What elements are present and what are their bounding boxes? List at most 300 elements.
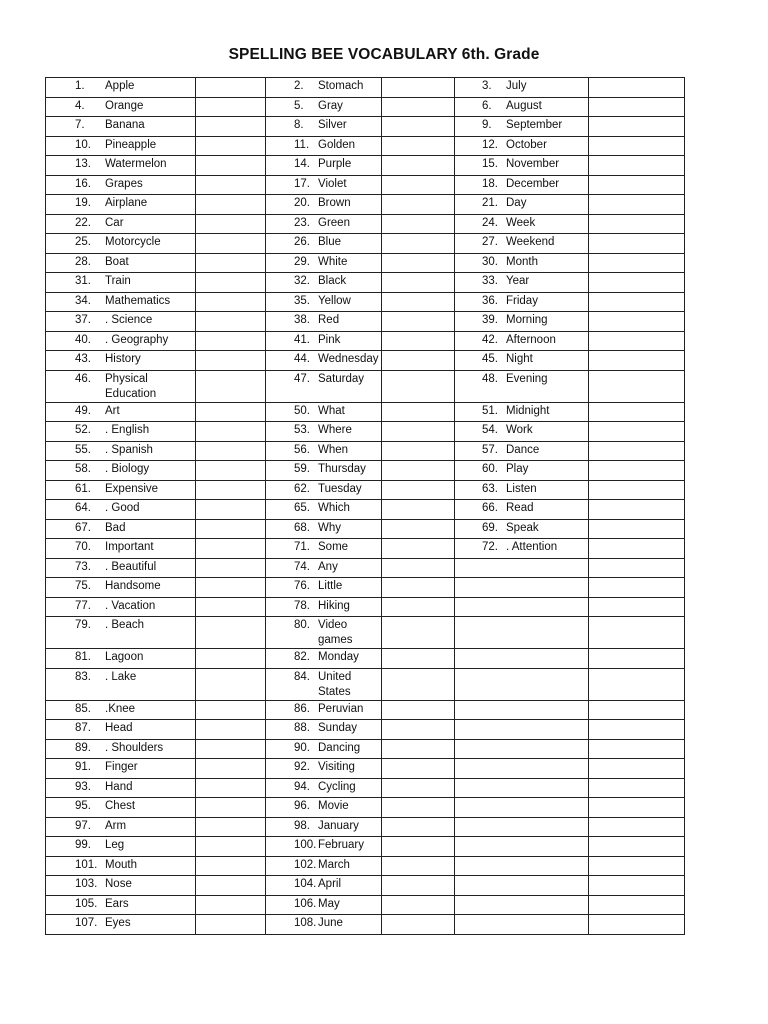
vocabulary-word: Handsome [105,580,161,592]
word-cell [455,597,589,617]
word-cell [266,253,382,273]
vocabulary-word: September [506,119,563,131]
word-number: 36. [482,294,498,307]
vocabulary-word: Week [506,216,536,229]
word-number: 40. [75,333,91,346]
word-cell [266,351,382,371]
word-cell [46,331,196,351]
word-cell [455,895,589,915]
answer-cell [382,876,455,896]
word-cell [46,578,196,598]
vocabulary-word: Mathematics [105,294,171,307]
vocabulary-word: Brown [318,197,351,209]
word-cell [455,739,589,759]
word-cell [46,558,196,578]
vocabulary-word: Golden [318,138,356,151]
answer-cell [382,136,455,156]
word-cell [46,876,196,896]
word-number: 9. [482,119,492,131]
table-row [46,539,685,559]
answer-cell [382,292,455,312]
vocabulary-word: Sunday [318,722,358,734]
word-cell [455,720,589,740]
vocabulary-word: Month [506,255,538,268]
page-title: SPELLING BEE VOCABULARY 6th. Grade [228,46,540,63]
vocabulary-word: Red [318,314,340,326]
table-row [46,480,685,500]
word-cell [266,668,382,700]
vocabulary-word: Night [506,353,533,365]
answer-cell [382,273,455,293]
table-row [46,856,685,876]
table-row [46,273,685,293]
word-cell [455,500,589,520]
word-cell [46,175,196,195]
vocabulary-word: What [318,404,345,417]
word-cell [455,759,589,779]
answer-cell [196,117,266,137]
vocabulary-word: Lagoon [105,651,144,663]
answer-cell [382,441,455,461]
vocabulary-word: Head [105,722,133,734]
answer-cell [196,195,266,215]
answer-cell [196,97,266,117]
answer-cell [589,649,685,669]
word-number: 91. [75,761,91,773]
table-row [46,136,685,156]
answer-cell [589,778,685,798]
table-row [46,617,685,649]
answer-cell [382,422,455,442]
word-number: 33. [482,275,498,287]
answer-cell [589,273,685,293]
word-cell [46,195,196,215]
table-row [46,837,685,857]
answer-cell [382,500,455,520]
vocabulary-word: Year [506,275,530,287]
word-cell [455,617,589,649]
vocabulary-word: Motorcycle [105,236,161,248]
word-number: 45. [482,353,498,365]
vocabulary-word: Some [318,541,349,553]
word-number: 69. [482,521,498,534]
word-cell [455,700,589,720]
word-cell [46,214,196,234]
word-cell [266,597,382,617]
vocabulary-word: June [318,917,343,929]
word-number: 39. [482,314,498,326]
answer-cell [589,331,685,351]
word-cell [266,617,382,649]
word-number: 72. [482,541,498,553]
word-cell [455,798,589,818]
word-cell [455,156,589,176]
word-cell [46,759,196,779]
vocabulary-word: January [318,819,359,832]
word-cell [266,97,382,117]
word-number: 66. [482,502,498,514]
word-cell [46,441,196,461]
answer-cell [382,519,455,539]
answer-cell [196,273,266,293]
word-number: 48. [482,372,498,385]
answer-cell [589,234,685,254]
word-cell [455,214,589,234]
word-cell [266,915,382,935]
word-number: 95. [75,800,91,812]
word-cell [46,915,196,935]
vocabulary-word: Expensive [105,482,159,495]
table-row [46,558,685,578]
word-cell [266,214,382,234]
table-row [46,214,685,234]
answer-cell [196,331,266,351]
vocabulary-word: Work [506,424,533,436]
word-number: 50. [294,404,310,417]
word-cell [266,441,382,461]
vocabulary-word: Blue [318,236,342,248]
word-number: 68. [294,521,310,534]
word-cell [46,700,196,720]
word-number: 22. [75,216,91,229]
word-cell [455,578,589,598]
vocabulary-word: . Shoulders [105,741,164,754]
vocabulary-word: Orange [105,99,144,112]
vocabulary-word: April [318,878,342,890]
answer-cell [382,78,455,98]
vocabulary-word: White [318,255,348,268]
word-number: 102. [294,858,317,871]
word-cell [46,480,196,500]
word-cell [455,649,589,669]
word-cell [46,519,196,539]
word-cell [266,480,382,500]
answer-cell [382,759,455,779]
answer-cell [589,253,685,273]
word-number: 28. [75,255,91,268]
word-number: 86. [294,702,310,715]
answer-cell [196,480,266,500]
answer-cell [382,597,455,617]
word-number: 21. [482,197,498,209]
word-cell [455,558,589,578]
vocabulary-word: Black [318,275,347,287]
answer-cell [196,234,266,254]
answer-cell [382,617,455,649]
vocabulary-word: Car [105,216,124,229]
answer-cell [196,156,266,176]
word-cell [46,117,196,137]
answer-cell [196,292,266,312]
answer-cell [589,720,685,740]
vocabulary-word: .Knee [105,702,136,715]
word-number: 87. [75,722,91,734]
table-row [46,649,685,669]
word-cell [266,817,382,837]
answer-cell [589,856,685,876]
table-row [46,720,685,740]
answer-cell [382,778,455,798]
answer-cell [196,668,266,700]
word-number: 64. [75,502,91,514]
word-number: 19. [75,197,91,209]
table-row [46,195,685,215]
word-number: 13. [75,158,91,170]
word-number: 3. [482,80,492,92]
answer-cell [382,312,455,332]
vocabulary-word: . Vacation [105,599,156,612]
word-number: 62. [294,482,310,495]
word-number: 77. [75,599,91,612]
answer-cell [589,597,685,617]
table-row [46,312,685,332]
answer-cell [196,817,266,837]
word-cell [46,668,196,700]
table-row [46,351,685,371]
word-number: 80. [294,619,310,631]
vocabulary-word: November [506,158,560,170]
word-cell [266,402,382,422]
word-cell [266,136,382,156]
word-number: 17. [294,177,310,190]
word-number: 67. [75,521,91,534]
answer-cell [589,136,685,156]
word-cell [266,837,382,857]
table-row [46,668,685,700]
table-row [46,461,685,481]
table-row [46,817,685,837]
vocabulary-word: . Beautiful [105,560,157,573]
word-cell [46,500,196,520]
word-cell [455,195,589,215]
word-cell [455,117,589,137]
vocabulary-word: Why [318,521,341,534]
word-number: 38. [294,314,310,326]
vocabulary-word: Movie [318,800,349,812]
vocabulary-word: . Biology [105,463,150,475]
word-number: 41. [294,333,310,346]
answer-cell [196,778,266,798]
vocabulary-word: Play [506,463,529,475]
word-cell [266,720,382,740]
word-cell [455,312,589,332]
word-cell [266,739,382,759]
answer-cell [196,700,266,720]
word-cell [266,370,382,402]
word-cell [266,195,382,215]
word-cell [455,253,589,273]
table-row [46,402,685,422]
word-number: 81. [75,651,91,663]
word-cell [266,578,382,598]
vocabulary-word: Banana [105,119,145,131]
answer-cell [196,441,266,461]
vocabulary-word: Saturday [318,372,365,385]
vocabulary-word: Physical Education [105,372,157,400]
word-cell [266,292,382,312]
vocabulary-word: Friday [506,294,538,307]
vocabulary-word: Pineapple [105,138,157,151]
vocabulary-word: . Geography [105,333,169,346]
answer-cell [382,895,455,915]
vocabulary-word: Ears [105,897,129,910]
vocabulary-word: Train [105,275,131,287]
word-number: 85. [75,702,91,715]
vocabulary-word: . Attention [506,541,558,553]
vocabulary-word: Afternoon [506,333,556,346]
vocabulary-word: Weekend [506,236,555,248]
word-number: 16. [75,177,91,190]
vocabulary-word: Nose [105,878,132,890]
answer-cell [382,539,455,559]
answer-cell [382,856,455,876]
vocabulary-word: Purple [318,158,352,170]
word-number: 100. [294,839,317,851]
word-number: 82. [294,651,310,663]
answer-cell [382,739,455,759]
answer-cell [382,351,455,371]
vocabulary-word: . Beach [105,619,144,631]
word-cell [455,817,589,837]
answer-cell [382,578,455,598]
table-row [46,175,685,195]
answer-cell [382,97,455,117]
word-number: 75. [75,580,91,592]
word-cell [455,519,589,539]
answer-cell [589,78,685,98]
word-cell [266,461,382,481]
answer-cell [196,500,266,520]
word-number: 23. [294,216,310,229]
vocabulary-word: Dancing [318,741,361,754]
answer-cell [589,422,685,442]
vocabulary-word: Pink [318,333,341,346]
vocabulary-word: Important [105,541,154,553]
table-row [46,422,685,442]
answer-cell [382,156,455,176]
vocabulary-word: October [506,138,547,151]
word-number: 108. [294,917,317,929]
vocabulary-word: Speak [506,521,539,534]
word-number: 10. [75,138,91,151]
vocabulary-table [45,77,685,935]
word-cell [455,480,589,500]
vocabulary-word: March [318,858,350,871]
vocabulary-word: Silver [318,119,347,131]
word-number: 4. [75,99,85,112]
word-cell [455,461,589,481]
word-cell [46,617,196,649]
answer-cell [196,422,266,442]
vocabulary-word: Read [506,502,534,514]
answer-cell [589,617,685,649]
answer-cell [382,370,455,402]
table-row [46,739,685,759]
word-cell [455,441,589,461]
word-number: 14. [294,158,310,170]
vocabulary-word: History [105,353,141,365]
word-number: 11. [294,138,310,151]
vocabulary-word: Which [318,502,350,514]
table-row [46,700,685,720]
answer-cell [382,700,455,720]
word-number: 103. [75,878,98,890]
word-cell [46,156,196,176]
word-number: 57. [482,443,498,456]
vocabulary-word: August [506,99,542,112]
word-number: 79. [75,619,91,631]
vocabulary-word: Finger [105,761,138,773]
word-cell [266,876,382,896]
word-number: 47. [294,372,310,385]
word-cell [266,649,382,669]
answer-cell [382,668,455,700]
word-cell [266,156,382,176]
word-number: 104. [294,878,317,890]
word-cell [455,136,589,156]
word-cell [455,292,589,312]
word-cell [46,292,196,312]
answer-cell [196,402,266,422]
table-row [46,97,685,117]
answer-cell [196,617,266,649]
vocabulary-word: Day [506,197,527,209]
word-number: 92. [294,761,310,773]
table-row [46,117,685,137]
table-row [46,798,685,818]
word-cell [46,739,196,759]
word-number: 63. [482,482,498,495]
answer-cell [382,837,455,857]
vocabulary-word: Green [318,216,350,229]
word-number: 99. [75,839,91,851]
word-number: 84. [294,670,310,683]
vocabulary-word: Midnight [506,404,550,417]
word-cell [46,78,196,98]
vocabulary-word: Video games [318,619,353,646]
word-number: 8. [294,119,304,131]
answer-cell [589,558,685,578]
word-number: 31. [75,275,91,287]
word-number: 76. [294,580,310,592]
answer-cell [589,370,685,402]
table-row [46,759,685,779]
table-row [46,915,685,935]
word-number: 70. [75,541,91,553]
vocabulary-word: Violet [318,177,347,190]
word-number: 18. [482,177,498,190]
word-cell [455,273,589,293]
vocabulary-word: Arm [105,819,127,832]
word-number: 59. [294,463,310,475]
word-cell [266,798,382,818]
word-cell [46,895,196,915]
word-cell [266,500,382,520]
word-cell [266,234,382,254]
word-cell [455,856,589,876]
word-cell [266,778,382,798]
word-number: 49. [75,404,91,417]
answer-cell [382,234,455,254]
word-cell [266,558,382,578]
vocabulary-word: When [318,443,349,456]
word-cell [46,422,196,442]
word-cell [266,856,382,876]
word-cell [455,876,589,896]
answer-cell [589,500,685,520]
word-cell [46,97,196,117]
word-cell [46,234,196,254]
